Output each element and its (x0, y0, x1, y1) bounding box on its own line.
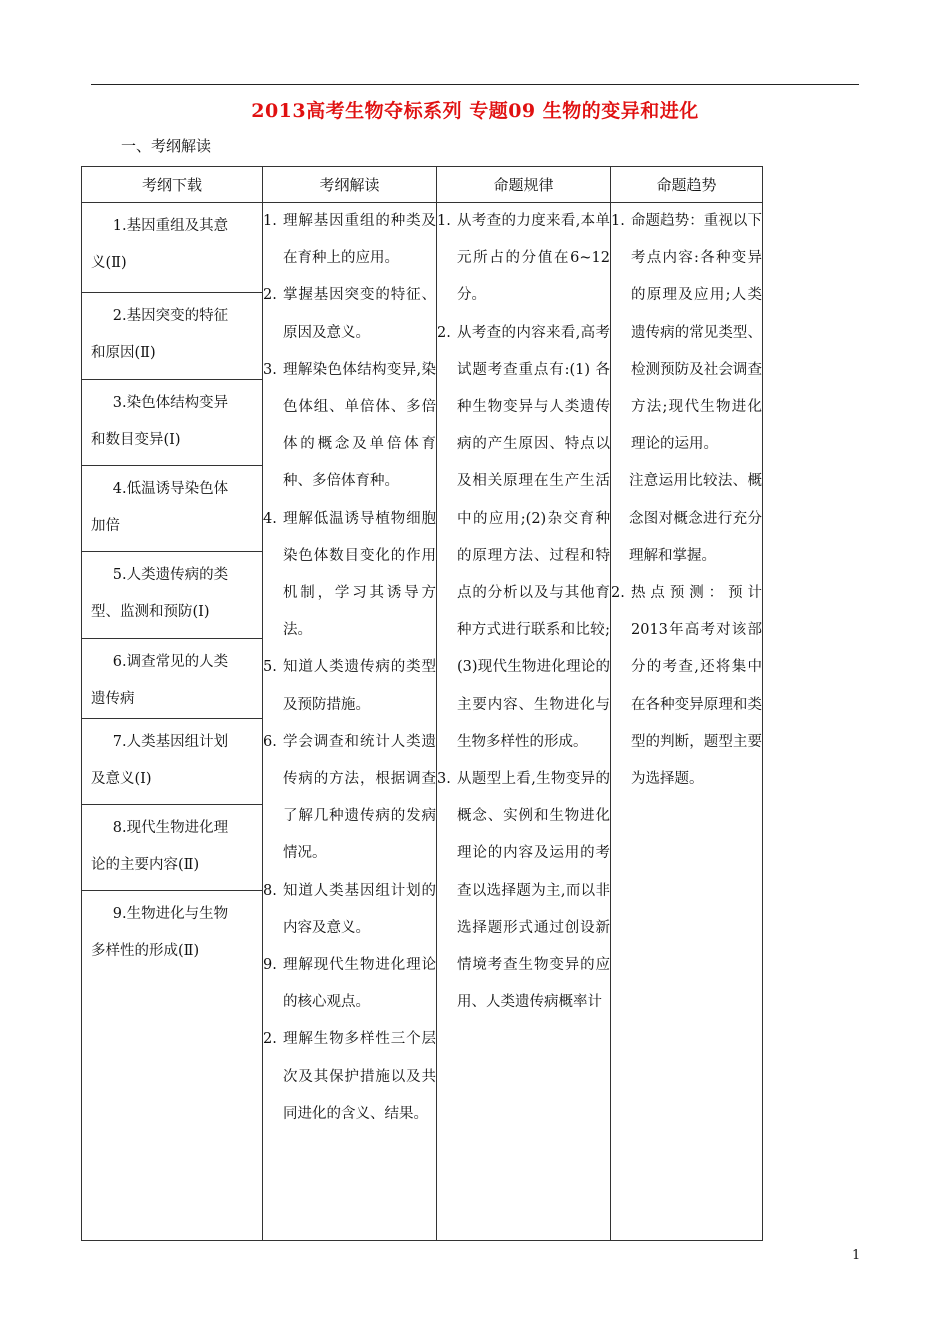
header-cell: 考纲解读 (263, 167, 437, 203)
list-item: 2. 从考查的内容来看,高考试题考查重点有:(1) 各种生物变异与人类遗传病的产生原因、特点以及相关原理在生产生活中的应用;(2)杂交育种的原理方法、过程和特点的分析以及与其他育种方式进行联系和比较;(3)现代生物进化理论的主要内容、生物进化与生物多样性的形成。 (437, 324, 610, 750)
list-item: 3. 从题型上看,生物变异的概念、实例和生物进化理论的内容及运用的考查以选择题为主,而以非选择题形式通过创设新情境考查生物变异的应用、人类遗传病概率计 (437, 771, 610, 1011)
list-item: 2. 理解生物多样性三个层次及其保护措施以及共同进化的含义、结果。 (263, 1031, 436, 1122)
kaogang-cell: 6.调查常见的人类 遗传病 (82, 639, 263, 719)
kaogang-cell: 4.低温诱导染色体 加倍 (82, 466, 263, 552)
header-cell: 命题趋势 (611, 167, 763, 203)
kaogang-cell: 7.人类基因组计划 及意义(Ⅰ) (82, 719, 263, 805)
list-item: 1. 命题趋势：重视以下考点内容:各种变异的原理及应用;人类遗传病的常见类型、检测预防及社会调查方法;现代生物进化理论的运用。 (611, 213, 762, 453)
kaogang-line: 1.基因重组及其意 (112, 218, 229, 234)
table-header-row (82, 167, 763, 203)
header-rule (91, 84, 859, 85)
list-item: 1. 理解基因重组的种类及在育种上的应用。 (263, 213, 436, 267)
qushi-paragraph: 注意运用比较法、概念图对概念进行充分理解和掌握。 (629, 473, 762, 564)
kaogang-cell: 3.染色体结构变异 和数目变异(Ⅰ) (82, 380, 263, 466)
kaogang-cell: 5.人类遗传病的类 型、监测和预防(Ⅰ) (82, 552, 263, 639)
list-item: 8. 知道人类基因组计划的内容及意义。 (263, 882, 436, 936)
kaogang-cell: 9.生物进化与生物 多样性的形成(Ⅱ) (82, 891, 263, 1241)
list-item: 2. 热点预测：预计2013年高考对该部分的考查,还将集中在各种变异原理和类型的判断，题型主要为选择题。 (611, 585, 762, 788)
qushi-cell (611, 203, 763, 1241)
header-cell: 考纲下载 (82, 167, 263, 203)
header-cell: 命题规律 (437, 167, 611, 203)
list-item: 9. 理解现代生物进化理论的核心观点。 (263, 957, 436, 1011)
syllabus-table (81, 166, 763, 1241)
table-row (82, 203, 763, 293)
kaogang-cell (82, 203, 263, 293)
guilv-cell (437, 203, 611, 1241)
page-number: 1 (852, 1248, 861, 1263)
list-item: 4. 理解低温诱导植物细胞染色体数目变化的作用机制，学习其诱导方法。 (263, 510, 436, 639)
list-item: 6. 学会调查和统计人类遗传病的方法，根据调查了解几种遗传病的发病情况。 (263, 733, 436, 862)
list-item: 2. 掌握基因突变的特征、原因及意义。 (263, 287, 436, 341)
kaogang-cell: 2.基因突变的特征 和原因(Ⅱ) (82, 293, 263, 380)
kaogang-line: 义(Ⅱ) (91, 255, 127, 271)
document-title: 2013高考生物夺标系列 专题09 生物的变异和进化 (251, 100, 699, 122)
kaogang-cell: 8.现代生物进化理 论的主要内容(Ⅱ) (82, 805, 263, 891)
list-item: 1. 从考查的力度来看,本单元所占的分值在6~12分。 (437, 213, 610, 304)
list-item: 5. 知道人类遗传病的类型及预防措施。 (263, 659, 436, 713)
list-item: 3. 理解染色体结构变异,染色体组、单倍体、多倍体的概念及单倍体育种、多倍体育种。 (263, 361, 436, 490)
section-heading: 一、考纲解读 (121, 137, 212, 155)
jiedu-cell (263, 203, 437, 1241)
